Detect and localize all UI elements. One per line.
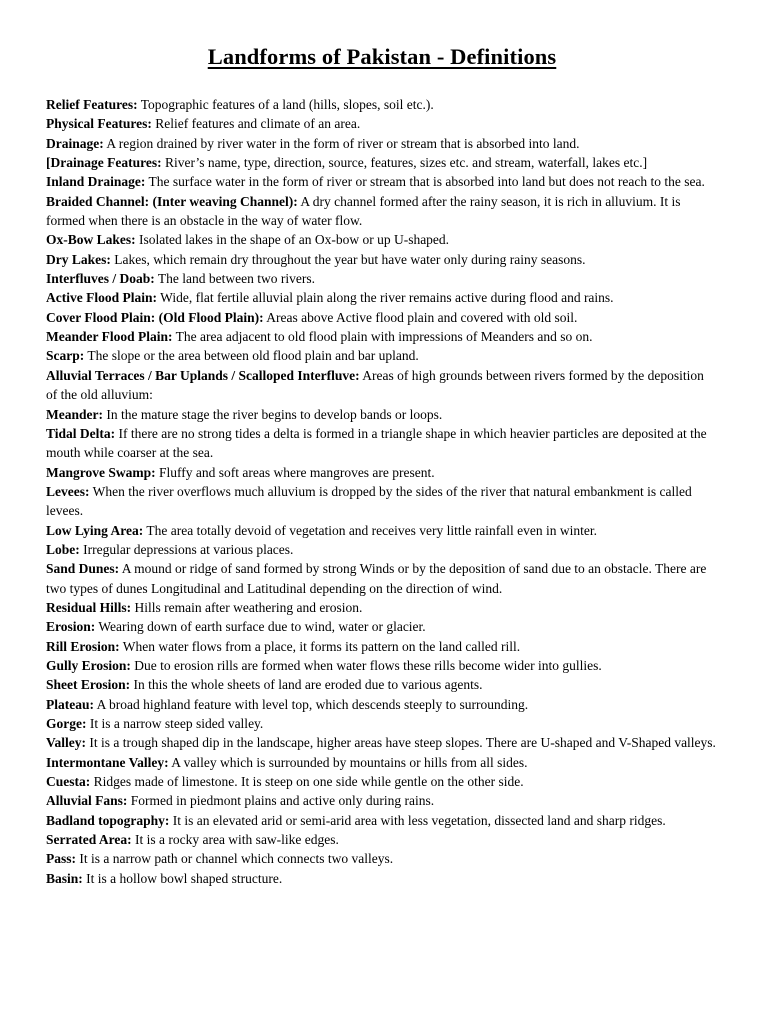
definition-item [46,753,718,772]
definition-item [46,772,718,791]
definition-item [46,733,718,752]
definition-term: Cuesta: [46,774,91,790]
definition-term: Ox-Bow Lakes: [46,232,136,248]
definition-term: Active Flood Plain: [46,290,157,306]
definition-item [46,598,718,617]
definition-term: Braided Channel: (Inter weaving Channel): [46,193,298,209]
definition-text: In this the whole sheets of land are eroded due to various agents. [130,677,483,693]
definition-term: Meander Flood Plain: [46,329,173,345]
definition-term: Intermontane Valley: [46,754,169,770]
definition-text: Wearing down of earth surface due to wind, water or glacier. [95,619,426,635]
definition-item [46,521,718,540]
definition-item [46,327,718,346]
definition-term: Meander: [46,406,103,422]
definition-term: Dry Lakes: [46,251,111,267]
definition-item [46,366,718,405]
definition-item [46,540,718,559]
definition-term: Cover Flood Plain: (Old Flood Plain): [46,309,264,325]
definition-term: Physical Features: [46,116,152,132]
definition-text: In the mature stage the river begins to develop bands or loops. [102,406,443,422]
definition-item [46,617,718,636]
definition-text: A mound or ridge of sand formed by strong Winds or by the deposition of sand due to an obstacle. There are two types of dunes Longitudinal and Latitudinal depending on the direction of wind. [46,561,707,596]
definition-item [46,250,718,269]
definition-term: Levees: [46,483,90,499]
definition-text: A region drained by river water in the form of river or stream that is absorbed into land. [103,135,580,151]
definition-text: When water flows from a place, it forms its pattern on the land called rill. [119,638,521,654]
definition-term: Valley: [46,735,86,751]
definition-item [46,95,718,114]
definition-term: Badland topography: [46,812,170,828]
definition-term: Gorge: [46,716,87,731]
definition-text: A valley which is surrounded by mountains or hills from all sides. [168,754,528,770]
definition-term: Basin: [46,870,83,886]
definition-text: Formed in piedmont plains and active only during rains. [127,793,435,809]
definition-term: Tidal Delta: [46,425,116,441]
definition-term: Inland Drainage: [46,174,146,190]
definition-item [46,830,718,849]
definitions-list [46,95,718,888]
definition-item [46,269,718,288]
definition-text: It is a rocky area with saw-like edges. [131,832,339,848]
definition-term: Erosion: [46,619,96,635]
definition-text: The slope or the area between old flood plain and bar upland. [84,348,419,364]
definition-item [46,346,718,365]
definition-text: Fluffy and soft areas where mangroves are present. [155,464,435,480]
definition-text: Areas above Active flood plain and covered with old soil. [263,309,578,325]
definition-text: Isolated lakes in the shape of an Ox-bow or up U-shaped. [135,232,450,248]
definition-item [46,482,718,521]
definition-item [46,675,718,694]
definition-term: Residual Hills: [46,599,132,615]
definition-text: When the river overflows much alluvium is dropped by the sides of the river that natural embankment is called levees. [46,483,692,519]
definition-term: Alluvial Fans: [46,793,128,809]
definition-text: The surface water in the form of river or stream that is absorbed into land but does not reach to the sea. [145,174,705,190]
definition-term: Rill Erosion: [46,638,120,654]
definition-text: The area adjacent to old flood plain with impressions of Meanders and so on. [172,329,593,345]
definition-item [46,308,718,327]
page-title: Landforms of Pakistan - Definitions [207,44,557,69]
definition-text: Lakes, which remain dry throughout the year but have water only during rainy seasons. [110,251,586,267]
definition-text: A broad highland feature with level top, which descends steeply to surrounding. [94,696,529,712]
definition-text: If there are no strong tides a delta is formed in a triangle shape in which heavier particles are deposited at the mouth while coarser at the sea. [46,425,707,461]
definition-item [46,288,718,307]
definition-text: Ridges made of limestone. It is steep on one side while gentle on the other side. [90,774,524,790]
definition-text: Areas of high grounds between rivers formed by the deposition of the old alluvium: [46,367,704,403]
definition-text: Hills remain after weathering and erosion. [131,599,363,615]
definition-term: Drainage: [46,135,104,151]
definition-text: A dry channel formed after the rainy season, it is rich in alluvium. It is formed when there is an obstacle in the way of water flow. [46,193,681,229]
definition-text: It is a hollow bowl shaped structure. [82,870,283,886]
definition-item [46,791,718,810]
definition-term: Relief Features: [46,97,138,112]
definition-text: Due to erosion rills are formed when water flows these rills become wider into gullies. [130,657,602,673]
definition-text: It is a trough shaped dip in the landscape, higher areas have steep slopes. There are U-shaped and V-Shaped valleys. [86,735,716,751]
definition-item [46,637,718,656]
definition-item [46,134,718,153]
definition-term: Lobe: [46,541,80,557]
definition-term: Gully Erosion: [46,657,131,673]
definition-item [46,559,718,598]
definition-text: Topographic features of a land (hills, slopes, soil etc.). [137,97,434,112]
definition-term: Pass: [46,851,76,867]
definition-item [46,714,718,733]
definition-item [46,172,718,191]
definition-item [46,849,718,868]
definition-term: Plateau: [46,696,94,712]
definition-term: Alluvial Terraces / Bar Uplands / Scalloped Interfluve: [46,367,360,383]
definition-item [46,656,718,675]
definition-item [46,405,718,424]
definition-term: Sand Dunes: [46,561,120,577]
definition-term: Sheet Erosion: [46,677,131,693]
definition-text: Irregular depressions at various places. [79,541,294,557]
definition-item [46,192,718,231]
definition-item [46,153,718,172]
definition-term: Scarp: [46,348,85,364]
definition-term: [Drainage Features: [46,155,162,171]
definition-text: The land between two rivers. [154,271,315,287]
definition-text: It is a narrow steep sided valley. [86,716,264,731]
definition-item [46,463,718,482]
definition-term: Serrated Area: [46,832,132,848]
definition-text: Relief features and climate of an area. [151,116,361,132]
definition-text: It is a narrow path or channel which connects two valleys. [76,851,394,867]
definition-item [46,869,718,888]
definition-item [46,811,718,830]
definition-item [46,695,718,714]
definition-term: Interfluves / Doab: [46,271,155,287]
definition-item [46,230,718,249]
definition-item [46,424,718,463]
definition-text: It is an elevated arid or semi-arid area with less vegetation, dissected land and sharp ridges. [169,812,666,828]
definition-item [46,114,718,133]
definition-text: Wide, flat fertile alluvial plain along the river remains active during flood and rains. [157,290,614,306]
definition-term: Mangrove Swamp: [46,464,156,480]
definition-term: Low Lying Area: [46,522,144,538]
definition-text: River’s name, type, direction, source, features, sizes etc. and stream, waterfall, lakes etc.] [161,155,648,171]
definition-text: The area totally devoid of vegetation and receives very little rainfall even in winter. [143,522,597,538]
